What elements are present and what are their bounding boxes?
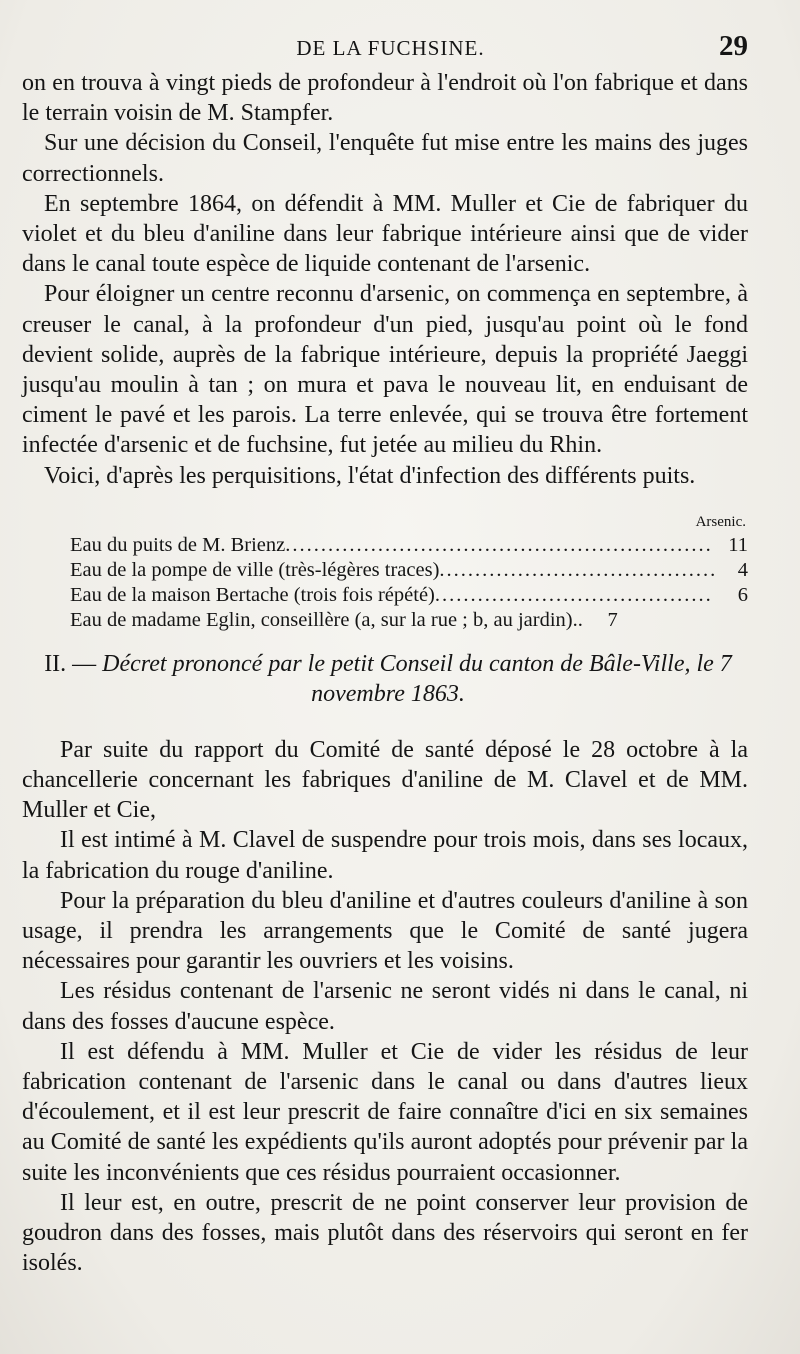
decree-body [22, 735, 748, 1279]
page-header [22, 0, 748, 68]
arsenic-table [70, 533, 748, 633]
paragraph: En septembre 1864, on défendit à MM. Muller et Cie de fabriquer du violet et du bleu d'aniline dans leur fabrique intérieure ainsi que de vider dans le canal toute espèce de liquide contenant de l'arsenic. [22, 190, 748, 278]
table-row [70, 533, 748, 558]
paragraph: on en trouva à vingt pieds de profondeur à l'endroit où l'on fabrique et dans le terrain voisin de M. Stampfer. [22, 70, 748, 127]
dot-leader [435, 583, 714, 608]
row-value: 4 [737, 558, 748, 581]
paragraph: Les résidus contenant de l'arsenic ne seront vidés ni dans le canal, ni dans des fosses d'aucune espèce. [22, 978, 748, 1035]
paragraph: Sur une décision du Conseil, l'enquête fut mise entre les mains des juges correctionnels. [22, 130, 748, 187]
running-head: DE LA FUCHSINE. [296, 36, 485, 60]
row-label: Eau de madame Eglin, conseillère (a, sur la rue ; b, au jardin). [70, 608, 578, 631]
decree-number: II. — [44, 650, 97, 677]
page-number: 29 [719, 30, 748, 62]
table-row [70, 583, 748, 608]
decree-heading [22, 649, 748, 709]
paragraph: Il leur est, en outre, prescrit de ne point conserver leur provision de goudron dans des fosses, mais plutôt dans des réservoirs qui seront en fer isolés. [22, 1189, 748, 1277]
decree-title: Décret prononcé par le petit Conseil du canton de Bâle-Ville, le 7 novembre 1863. [102, 650, 732, 707]
row-value: 6 [737, 583, 748, 606]
row-label: Eau du puits de M. Brienz [70, 533, 286, 556]
row-label: Eau de la pompe de ville (très-légères traces) [70, 558, 440, 581]
paragraph: Par suite du rapport du Comité de santé déposé le 28 octobre à la chancellerie concernant les fabriques d'aniline de M. Clavel et de MM. Muller et Cie, [22, 736, 748, 824]
table-row [70, 558, 748, 583]
table-column-header: Arsenic. [695, 513, 746, 530]
paragraph: Pour éloigner un centre reconnu d'arsenic, on commença en septembre, à creuser le canal, à la profondeur d'un pied, jusqu'au point où le fond devient solide, auprès de la fabrique intérieure, depuis la propriété Jaeggi jusqu'au moulin à tan ; on mura et pava le nouveau lit, en enduisant de ciment le pavé et les parois. La terre enlevée, qui se trouva être fortement infectée d'arsenic et de fuchsine, fut jetée au milieu du Rhin. [22, 281, 748, 459]
table-row [70, 608, 748, 633]
paragraph: Pour la préparation du bleu d'aniline et d'autres couleurs d'aniline à son usage, il prendra les arrangements que le Comité de santé jugera nécessaires pour garantir les ouvriers et les voisins. [22, 887, 748, 975]
row-value: 7 [607, 608, 618, 631]
paragraph: Il est intimé à M. Clavel de suspendre pour trois mois, dans ses locaux, la fabrication du rouge d'aniline. [22, 827, 748, 884]
row-label: Eau de la maison Bertache (trois fois répété) [70, 583, 435, 606]
paragraph: Il est défendu à MM. Muller et Cie de vider les résidus de leur fabrication contenant de l'arsenic dans le canal ou dans d'autres lieux d'écoulement, et il est leur prescrit de faire connaître d'ici en six semaines au Comité de santé les expédients qu'ils auront adoptés pour prévenir par la suite les inconvénients que ces résidus pourraient occasionner. [22, 1038, 748, 1186]
dot-leader [439, 558, 714, 583]
row-value: 11 [728, 533, 748, 556]
dot-leader [285, 533, 714, 558]
paragraph: Voici, d'après les perquisitions, l'état d'infection des différents puits. [44, 462, 696, 489]
